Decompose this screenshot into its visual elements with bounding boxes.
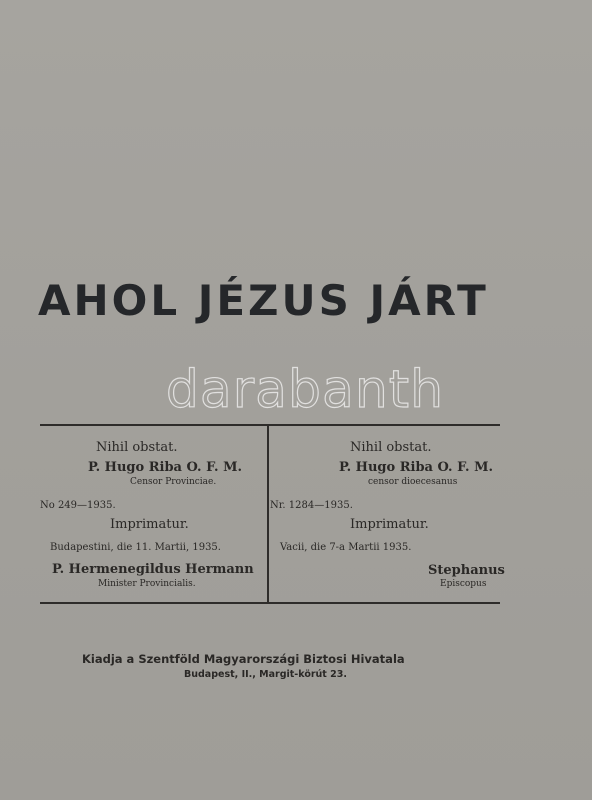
right-bishop-role: Episcopus xyxy=(440,579,487,589)
book-title: AHOL JÉZUS JÁRT xyxy=(38,276,489,325)
watermark-text: darabanth xyxy=(165,360,445,420)
left-imprimatur: Imprimatur. xyxy=(110,517,189,532)
right-censor-role: censor dioecesanus xyxy=(368,477,458,487)
left-minister-name: P. Hermenegildus Hermann xyxy=(52,562,254,577)
left-minister-role: Minister Provincialis. xyxy=(98,579,196,589)
column-divider xyxy=(267,426,269,602)
bottom-rule xyxy=(40,602,500,604)
right-bishop-name: Stephanus xyxy=(428,563,505,578)
right-nihil-obstat: Nihil obstat. xyxy=(350,440,432,455)
publisher-address: Budapest, II., Margit-körút 23. xyxy=(184,669,347,680)
right-number: Nr. 1284—1935. xyxy=(270,500,353,511)
top-rule xyxy=(40,424,500,426)
left-place-date: Budapestini, die 11. Martii, 1935. xyxy=(50,542,221,553)
left-nihil-obstat: Nihil obstat. xyxy=(96,440,178,455)
left-censor-role: Censor Provinciae. xyxy=(130,477,217,487)
right-censor-name: P. Hugo Riba O. F. M. xyxy=(339,460,493,475)
publisher-line: Kiadja a Szentföld Magyarországi Biztosi Hivatala xyxy=(82,652,405,666)
left-censor-name: P. Hugo Riba O. F. M. xyxy=(88,460,242,475)
right-imprimatur: Imprimatur. xyxy=(350,517,429,532)
right-place-date: Vacii, die 7-a Martii 1935. xyxy=(280,542,412,553)
left-number: No 249—1935. xyxy=(40,500,116,511)
